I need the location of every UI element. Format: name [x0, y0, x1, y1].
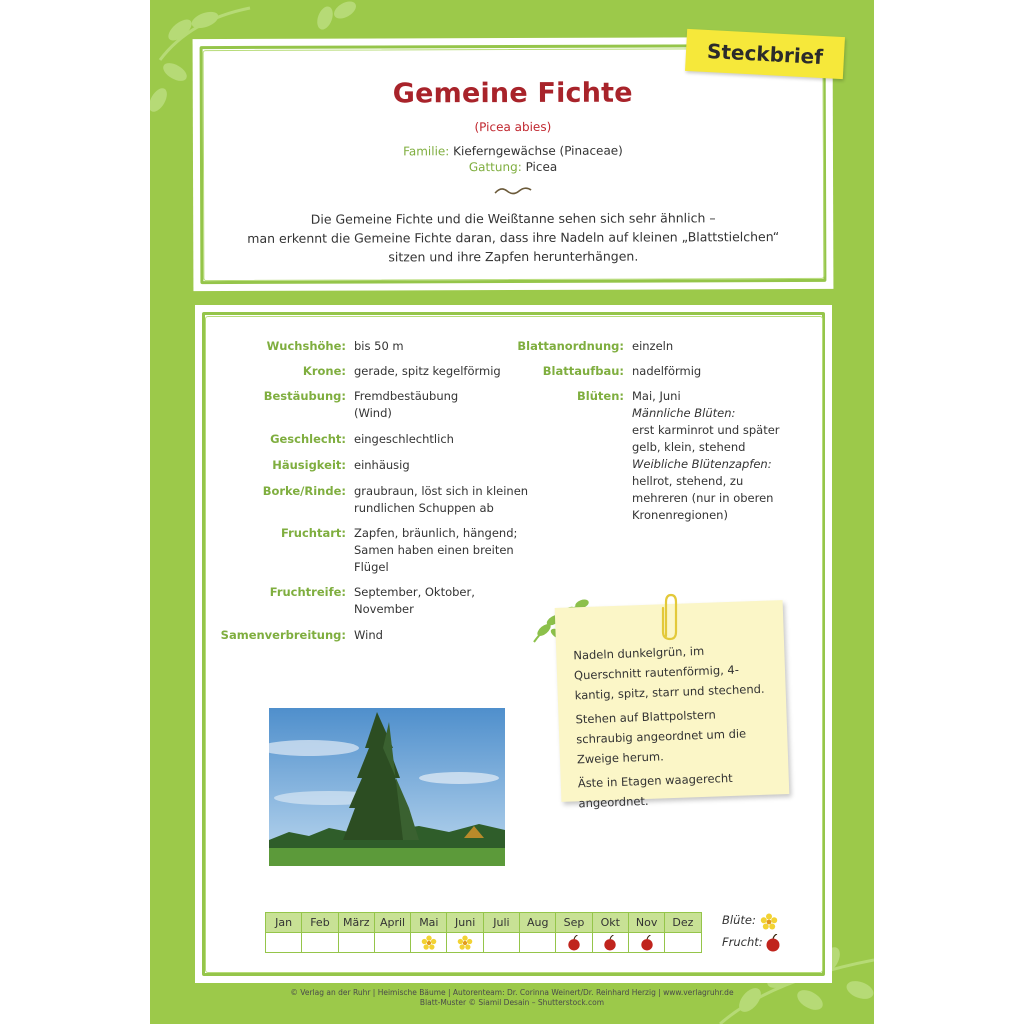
fact-label: Häusigkeit:	[272, 458, 346, 472]
footer-credit: Blatt-Muster © Siamil Desain – Shutterstock.com	[419, 998, 605, 1007]
fact-value: Fremdbestäubung (Wind)	[354, 389, 459, 420]
calendar-cell	[665, 933, 701, 953]
calendar-cell	[483, 933, 519, 953]
fact-label: Blüten:	[577, 389, 624, 403]
note-paragraph: Äste in Etagen waagerecht angeordnet.	[577, 770, 733, 811]
family-value: Kieferngewächse (Pinaceae)	[453, 143, 623, 159]
calendar-month: Nov	[628, 913, 664, 933]
calendar-cell	[628, 933, 664, 953]
fruit-icon	[603, 935, 617, 951]
legend-fruit: Frucht:	[722, 935, 763, 949]
calendar-month: Jan	[266, 913, 302, 933]
family-label: Familie:	[403, 144, 450, 159]
calendar-month: Sep	[556, 913, 592, 933]
fruit-icon	[567, 935, 581, 951]
season-calendar	[265, 912, 702, 953]
family-line	[193, 143, 833, 159]
fact-value: Zapfen, bräunlich, hängend; Samen haben einen breiten Flügel	[354, 526, 518, 574]
fact-label: Fruchtreife:	[269, 585, 346, 599]
fact-label: Wuchshöhe:	[266, 339, 346, 353]
legend-bloom: Blüte:	[722, 913, 756, 927]
fact-label: Blattanordnung:	[517, 339, 624, 353]
intro-text: Die Gemeine Fichte und die Weißtanne sehen sich sehr ähnlich – man erkennt die Gemeine Fichte daran, dass ihre Nadeln auf kleinen „Blattstielchen“ sitzen und ihre Zapfen herunterhängen.	[247, 210, 780, 265]
calendar-cell	[266, 933, 302, 953]
note-paragraph: Nadeln dunkelgrün, im Querschnitt rautenförmig, 4-kantig, spitz, starr und stechend.	[573, 643, 765, 703]
calendar-cell	[338, 933, 374, 953]
fact-value: September, Oktober, November	[354, 585, 475, 616]
flower-icon	[421, 935, 437, 951]
fact-value: graubraun, löst sich in kleinen rundlichen Schuppen ab	[354, 484, 529, 515]
calendar-cell	[411, 933, 447, 953]
fact-value: nadelförmig	[632, 364, 702, 378]
fruit-icon	[765, 934, 781, 952]
note-paragraph: Stehen auf Blattpolstern schraubig angeordnet um die Zweige herum.	[575, 707, 747, 767]
fact-value: bis 50 m	[354, 339, 404, 353]
flower-icon	[457, 935, 473, 951]
page-title: Gemeine Fichte	[392, 77, 633, 110]
swirl-divider-icon	[493, 184, 533, 198]
calendar-cell	[374, 933, 410, 953]
calendar-cell	[592, 933, 628, 953]
calendar-month: Dez	[665, 913, 701, 933]
calendar-cell	[302, 933, 338, 953]
fact-label: Bestäubung:	[263, 389, 346, 403]
fact-label: Geschlecht:	[270, 432, 346, 446]
fact-label: Borke/Rinde:	[262, 484, 346, 498]
fact-label: Krone:	[302, 364, 346, 378]
calendar-month: März	[338, 913, 374, 933]
calendar-month: Juli	[483, 913, 519, 933]
flower-icon	[760, 913, 778, 931]
header-card	[193, 37, 834, 291]
fact-value: einzeln	[632, 339, 674, 353]
fact-value: Mai, Juni Männliche Blüten: erst karminrot und später gelb, klein, stehend Weibliche Blütenzapfen: hellrot, stehend, zu mehreren (nur in oberen Kronenregionen)	[632, 389, 780, 522]
calendar-month: Juni	[447, 913, 483, 933]
footer-copyright: © Verlag an der Ruhr | Heimische Bäume | Autorenteam: Dr. Corinna Weinert/Dr. Reinhard Herzig | www.verlagruhr.de	[290, 988, 734, 997]
fact-value: einhäusig	[354, 458, 410, 472]
genus-label: Gattung:	[468, 159, 522, 175]
calendar-month: Okt	[592, 913, 628, 933]
fact-label: Samenverbreitung:	[220, 628, 346, 642]
calendar-month: Feb	[302, 913, 338, 933]
tree-photo	[269, 708, 505, 866]
steckbrief-badge: Steckbrief	[685, 29, 845, 79]
fact-label: Fruchtart:	[280, 526, 346, 540]
latin-name: (Picea abies)	[474, 119, 552, 135]
calendar-cell	[556, 933, 592, 953]
genus-value: Picea	[525, 159, 558, 174]
genus-line	[193, 159, 833, 175]
fact-value: eingeschlechtlich	[354, 432, 454, 446]
calendar-cell	[520, 933, 556, 953]
calendar-month: April	[374, 913, 410, 933]
calendar-month: Aug	[520, 913, 556, 933]
paperclip-icon	[658, 592, 682, 642]
calendar-cell	[447, 933, 483, 953]
fact-value: gerade, spitz kegelförmig	[354, 364, 501, 378]
fact-value: Wind	[354, 628, 383, 642]
fact-label: Blattaufbau:	[542, 364, 624, 378]
fruit-icon	[640, 935, 654, 951]
calendar-month: Mai	[411, 913, 447, 933]
